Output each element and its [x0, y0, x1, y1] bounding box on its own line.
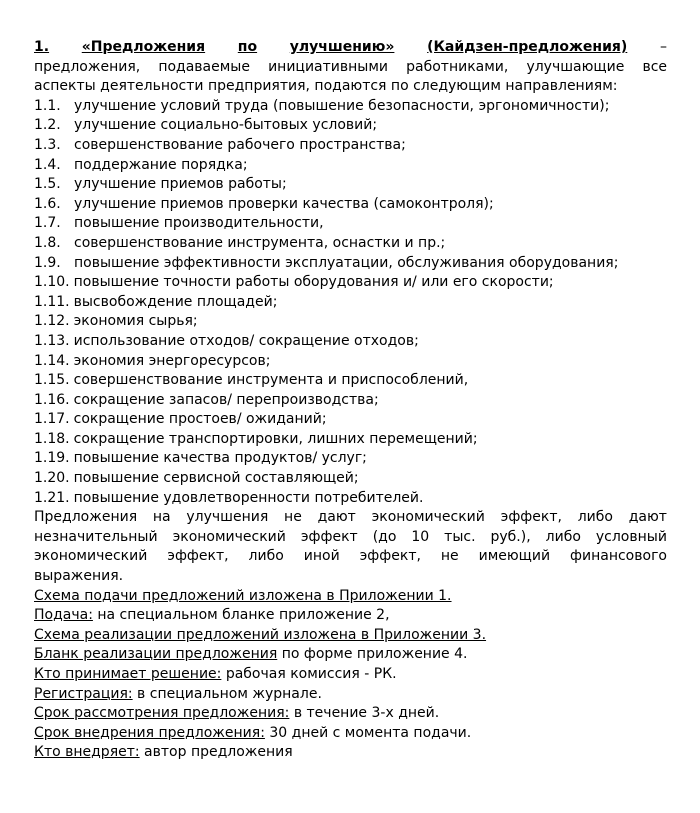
list-item: [34, 391, 667, 411]
list-item-number: 1.6.: [34, 195, 61, 212]
intro-line-2: аспекты деятельности предприятия, подаются по следующим направлениям:: [34, 78, 618, 95]
list-item-text: повышение удовлетворенности потребителей.: [73, 489, 424, 506]
detail-line: [34, 665, 667, 685]
effect-word: экономический: [34, 548, 148, 565]
detail-line: [34, 587, 667, 607]
heading-word: 1.: [34, 39, 50, 55]
detail-value: автор предложения: [139, 744, 293, 761]
effect-word: 10: [411, 528, 430, 545]
list-item-text: улучшение приемов проверки качества (самоконтроля);: [74, 195, 494, 212]
detail-line: [34, 743, 667, 763]
document-page: [34, 38, 667, 763]
effect-line-1: [34, 508, 667, 528]
detail-line: [34, 626, 667, 646]
detail-line: [34, 724, 667, 744]
effect-paragraph: [34, 508, 667, 586]
intro-word: подаваемые: [158, 58, 250, 75]
list-item-text: экономия энергоресурсов;: [73, 352, 271, 369]
effect-word: на: [152, 509, 171, 526]
list-item-number: 1.11.: [34, 293, 70, 310]
effect-word: имеющий: [478, 548, 551, 565]
effect-word: финансового: [570, 548, 667, 565]
list-item: [34, 352, 667, 372]
list-item-text: улучшение условий труда (повышение безопасности, эргономичности);: [74, 97, 610, 114]
effect-word: незначительный: [34, 528, 158, 545]
effect-word: экономический: [172, 528, 286, 545]
list-item-number: 1.15.: [34, 372, 70, 389]
effect-word: либо: [577, 509, 613, 526]
list-item-text: высвобождение площадей;: [73, 293, 278, 310]
list-item-text: совершенствование инструмента и приспособлений,: [73, 372, 469, 389]
directions-list: [34, 97, 667, 508]
effect-word: иной: [303, 548, 340, 565]
effect-word: эффект,: [500, 509, 562, 526]
detail-label: Подача:: [34, 607, 93, 624]
list-item: [34, 214, 667, 234]
heading-word: улучшению»: [289, 39, 395, 55]
effect-word: либо: [545, 528, 581, 545]
effect-word: эффект,: [167, 548, 229, 565]
intro-word: инициативными: [268, 58, 389, 75]
list-item: [34, 410, 667, 430]
list-item: [34, 371, 667, 391]
list-item: [34, 449, 667, 469]
list-item-text: повышение эффективности эксплуатации, обслуживания оборудования;: [74, 254, 619, 271]
list-item: [34, 489, 667, 509]
detail-label: Срок внедрения предложения:: [34, 724, 265, 741]
list-item-text: повышение производительности,: [74, 215, 324, 232]
list-item-text: улучшение приемов работы;: [74, 176, 287, 193]
list-item-number: 1.3.: [34, 136, 61, 153]
detail-line: [34, 685, 667, 705]
list-item: [34, 156, 667, 176]
effect-word: не: [284, 509, 302, 526]
effect-word: улучшения: [186, 509, 269, 526]
list-item: [34, 97, 667, 117]
list-item-text: повышение сервисной составляющей;: [73, 470, 359, 487]
list-item: [34, 273, 667, 293]
section-heading: [34, 38, 667, 58]
list-item-text: сокращение транспортировки, лишних перемещений;: [73, 430, 478, 447]
list-item: [34, 332, 667, 352]
effect-word: дают: [317, 509, 356, 526]
effect-word: эффект,: [359, 548, 421, 565]
list-item: [34, 234, 667, 254]
list-item-number: 1.14.: [34, 352, 70, 369]
list-item: [34, 175, 667, 195]
list-item-number: 1.7.: [34, 215, 61, 232]
list-item-number: 1.5.: [34, 176, 61, 193]
list-item-number: 1.19.: [34, 450, 70, 467]
list-item-text: повышение качества продуктов/ услуг;: [73, 450, 367, 467]
effect-line-3: [34, 547, 667, 567]
detail-value: по форме приложение 4.: [277, 646, 468, 663]
effect-word: Предложения: [34, 509, 138, 526]
list-item-number: 1.9.: [34, 254, 61, 271]
intro-word: улучшающие: [526, 58, 625, 75]
effect-word: экономический: [371, 509, 485, 526]
list-item-number: 1.12.: [34, 313, 70, 330]
detail-line: [34, 704, 667, 724]
list-item-number: 1.16.: [34, 391, 70, 408]
detail-label: Схема реализации предложений изложена в Приложении 3.: [34, 626, 487, 643]
detail-line: [34, 606, 667, 626]
list-item-text: повышение точности работы оборудования и/ или его скорости;: [73, 274, 554, 291]
list-item-text: улучшение социально-бытовых условий;: [74, 117, 378, 134]
effect-word: либо: [248, 548, 284, 565]
effect-word: руб.),: [490, 528, 531, 545]
effect-word: (до: [372, 528, 397, 545]
list-item: [34, 430, 667, 450]
heading-word: по: [237, 39, 258, 55]
list-item-text: сокращение запасов/ перепроизводства;: [73, 391, 379, 408]
list-item-number: 1.10.: [34, 274, 70, 291]
list-item-text: сокращение простоев/ ожиданий;: [73, 411, 327, 428]
heading-dash: –: [659, 39, 667, 55]
detail-label: Бланк реализации предложения: [34, 646, 278, 663]
list-item-number: 1.8.: [34, 234, 61, 251]
list-item-text: совершенствование инструмента, оснастки и пр.;: [74, 234, 446, 251]
list-item-text: поддержание порядка;: [74, 156, 248, 173]
details-block: [34, 587, 667, 763]
detail-line: [34, 645, 667, 665]
list-item: [34, 254, 667, 274]
heading-word: «Предложения: [81, 39, 206, 55]
list-item-number: 1.20.: [34, 470, 70, 487]
list-item: [34, 136, 667, 156]
heading-word: (Кайдзен-предложения): [427, 39, 628, 55]
detail-value: рабочая комиссия - РК.: [221, 666, 397, 682]
list-item-number: 1.13.: [34, 332, 70, 349]
effect-word: условный: [595, 528, 667, 545]
list-item: [34, 195, 667, 215]
detail-value: в течение 3-х дней.: [289, 705, 440, 722]
detail-value: 30 дней с момента подачи.: [264, 724, 472, 741]
intro-word: все: [642, 58, 667, 75]
detail-label: Схема подачи предложений изложена в Приложении 1.: [34, 587, 452, 604]
effect-word: тыс.: [444, 528, 476, 545]
effect-line-2: [34, 528, 667, 548]
list-item-number: 1.21.: [34, 489, 70, 506]
effect-word: дают: [628, 509, 667, 526]
list-item-number: 1.17.: [34, 411, 70, 428]
intro-line-1: [34, 58, 667, 78]
detail-label: Срок рассмотрения предложения:: [34, 705, 290, 722]
list-item-number: 1.2.: [34, 117, 61, 134]
list-item: [34, 312, 667, 332]
detail-value: в специальном журнале.: [132, 685, 322, 702]
list-item: [34, 469, 667, 489]
list-item-text: использование отходов/ сокращение отходов;: [73, 332, 419, 349]
detail-label: Регистрация:: [34, 685, 133, 702]
list-item: [34, 293, 667, 313]
detail-value: на специальном бланке приложение 2,: [92, 607, 390, 624]
effect-word: не: [440, 548, 459, 565]
list-item-number: 1.4.: [34, 156, 61, 173]
list-item-number: 1.18.: [34, 430, 70, 447]
effect-word: эффект: [300, 528, 358, 545]
intro-word: предложения,: [34, 58, 141, 75]
list-item-text: совершенствование рабочего пространства;: [74, 136, 406, 153]
effect-line-4: выражения.: [34, 568, 124, 585]
list-item: [34, 116, 667, 136]
list-item-text: экономия сырья;: [73, 313, 198, 330]
list-item-number: 1.1.: [34, 97, 61, 114]
detail-label: Кто внедряет:: [34, 744, 140, 761]
detail-label: Кто принимает решение:: [34, 666, 222, 682]
intro-word: работниками,: [406, 58, 509, 75]
